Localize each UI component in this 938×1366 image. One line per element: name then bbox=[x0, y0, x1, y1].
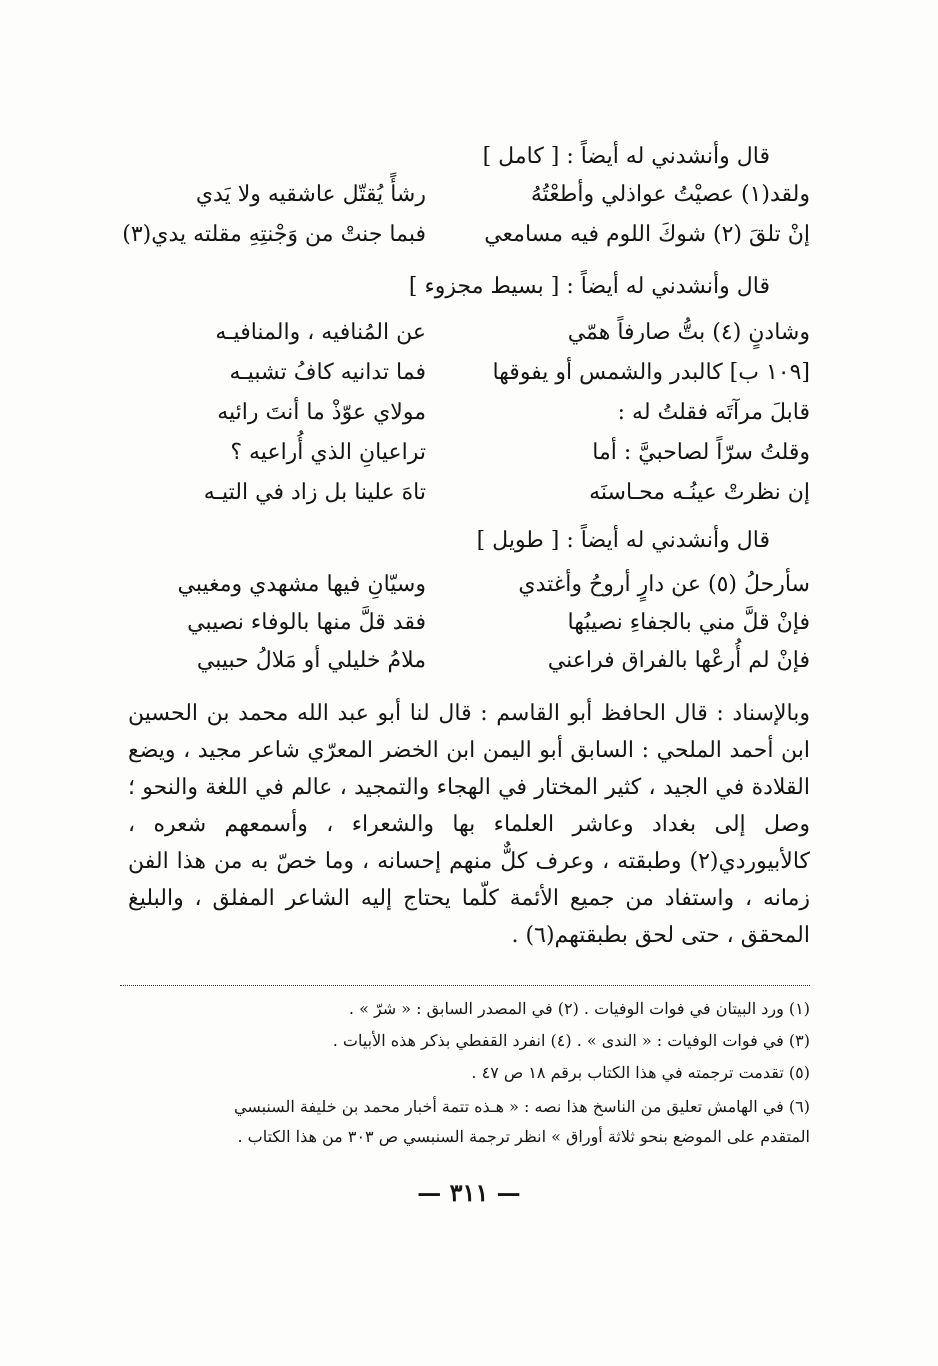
verse-first-hemistich: سأرحلُ (٥) عن دارٍ أروحُ وأغتدي bbox=[518, 572, 810, 597]
verse-second-hemistich: تاهَ علينا بل زاد في التيـه bbox=[203, 480, 426, 505]
poem-intro: قال وأنشدني له أيضاً : [ طويل ] bbox=[476, 528, 770, 553]
verse-first-hemistich: وقلتُ سرّاً لصاحبيَّ : أما bbox=[592, 440, 810, 465]
poem-intro: قال وأنشدني له أيضاً : [ كامل ] bbox=[482, 144, 770, 169]
verse-second-hemistich: فبما جنتْ من وَجْنتِهِ مقلته يدي(٣) bbox=[122, 222, 426, 247]
footnote-line: (١) ورد البيتان في فوات الوفيات . (٢) في المصدر السابق : « شرّ » . bbox=[348, 999, 810, 1018]
verse-first-hemistich: فإنْ لم أُرعْها بالفراق فراعني bbox=[547, 648, 810, 673]
verse-first-hemistich: إن نظرتْ عينُـه محـاسنَه bbox=[589, 480, 810, 505]
verse-first-hemistich: [١٠٩ ب] كالبدر والشمس أو يفوقها bbox=[492, 360, 810, 385]
verse-second-hemistich: فما تدانيه كافُ تشبيـه bbox=[229, 360, 426, 385]
footnote-line: (٣) في فوات الوفيات : « الندى » . (٤) انفرد القفطي بذكر هذه الأبيات . bbox=[332, 1031, 810, 1050]
verse-second-hemistich: تراعيانِ الذي أُراعيه ؟ bbox=[230, 440, 426, 465]
verse-second-hemistich: مولاي عوّذْ ما أنتَ رائيه bbox=[217, 400, 426, 425]
verse-second-hemistich: وسيّانِ فيها مشهدي ومغيبي bbox=[177, 572, 426, 597]
footnote-line: (٦) في الهامش تعليق من الناسخ هذا نصه : « هـذه تتمة أخبار محمد بن خليفة السنبسي bbox=[233, 1097, 810, 1116]
verse-second-hemistich: رشأً يُقتّل عاشقيه ولا يَدي bbox=[195, 182, 426, 207]
verse-first-hemistich: قابلَ مرآتَه فقلتُ له : bbox=[617, 400, 810, 425]
prose-paragraph bbox=[128, 695, 810, 954]
verse-first-hemistich: ولقد(١) عصيْتُ عواذلي وأطعْتُهُ bbox=[530, 182, 810, 207]
verse-first-hemistich: وشادنٍ (٤) بتُّ صارفاً همّي bbox=[567, 320, 810, 345]
footnote-line: (٥) تقدمت ترجمته في هذا الكتاب برقم ١٨ ص ٤٧ . bbox=[471, 1063, 810, 1082]
footnote-divider bbox=[120, 985, 810, 986]
verse-second-hemistich: عن المُنافيه ، والمنافيـه bbox=[215, 320, 426, 345]
verse-first-hemistich: فإنْ قلَّ مني بالجفاءِ نصيبُها bbox=[567, 610, 810, 635]
prose-text: وبالإسناد : قال الحافظ أبو القاسم : قال لنا أبو عبد الله محمد بن الحسين ابن أحمد الملحي : السابق أبو اليمن ابن الخضر المعرّي شاعر مجيد ، ويضع القلادة في الجيد ، كثير المختار في الهجاء والتمجيد ، عالم في اللغة والنحو ؛ وصل إلى بغداد وعاشر العلماء بها والشعراء ، وأسمعهم شعره ، كالأبيوردي(٢) وطبقته ، وعرف كلٌّ منهم إحسانه ، وما خصّ به من هذا الفن زمانه ، واستفاد من جميع الأئمة كلّما يحتاج إليه الشاعر المفلق ، والبليغ المحقق ، حتى لحق بطبقتهم(٦) . bbox=[128, 701, 810, 948]
verse-second-hemistich: ملامُ خليلي أو مَلالُ حبيبي bbox=[196, 648, 426, 673]
meter-label: [ طويل ] bbox=[476, 528, 560, 553]
meter-label: [ بسيط مجزوء ] bbox=[408, 274, 560, 299]
footnote-line: المتقدم على الموضع بنحو ثلاثة أوراق » انظر ترجمة السنبسي ص ٣٠٣ من هذا الكتاب . bbox=[237, 1127, 810, 1146]
meter-label: [ كامل ] bbox=[482, 144, 560, 169]
verse-first-hemistich: إنْ تلقَ (٢) شوكَ اللوم فيه مسامعي bbox=[484, 222, 810, 247]
verse-second-hemistich: فقد قلَّ منها بالوفاء نصيبي bbox=[187, 610, 426, 635]
poem-intro: قال وأنشدني له أيضاً : [ بسيط مجزوء ] bbox=[408, 274, 770, 299]
page-number: — ٣١١ — bbox=[417, 1178, 521, 1207]
